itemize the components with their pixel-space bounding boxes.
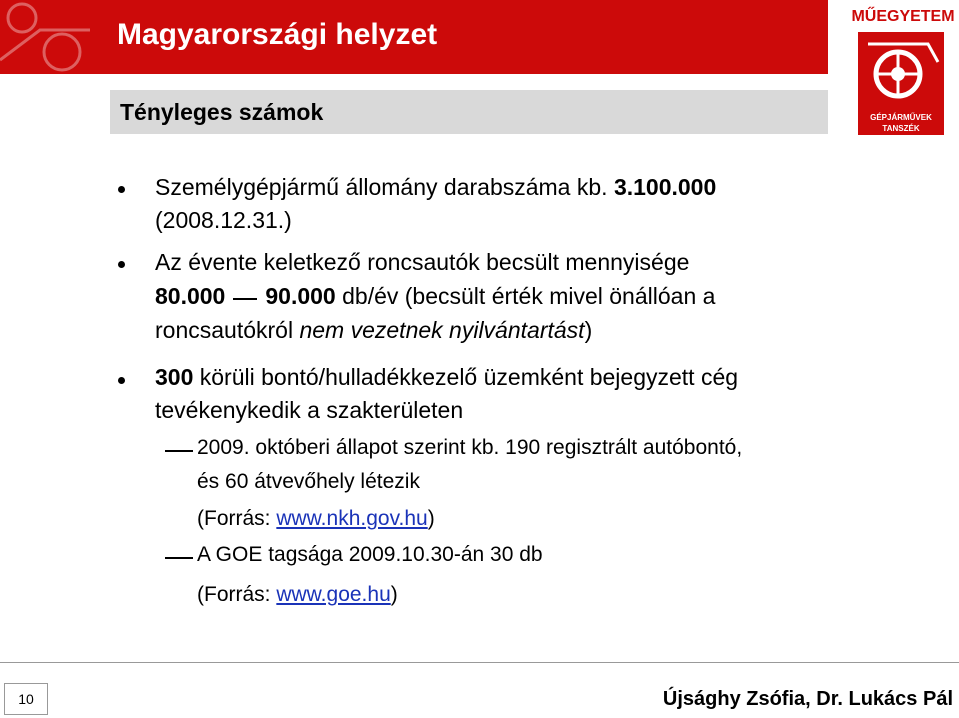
bullet-marker-icon	[118, 377, 125, 384]
bullet-1-line-2	[155, 207, 292, 234]
bullet-text: Személygépjármű állomány darabszáma kb.	[155, 174, 614, 200]
source-suffix: )	[390, 583, 398, 606]
subbullet-1-line-2: és 60 átvevőhely létezik	[197, 470, 420, 493]
source-prefix: (Forrás:	[197, 583, 277, 606]
source-link-goe[interactable]: www.goe.hu	[276, 583, 391, 606]
bullet-text: körüli bontó/hulladékkezelő üzemként bejegyzett cég	[193, 364, 739, 390]
bullet-3-line-2	[155, 397, 463, 424]
source-prefix: (Forrás:	[197, 507, 277, 530]
bullet-text: )	[584, 317, 593, 343]
bullet-bold-value: 300	[155, 364, 194, 390]
footer-author: Újsághy Zsófia, Dr. Lukács Pál	[662, 688, 953, 710]
logo-bottom-text: GÉPJÁRMŰVEK TANSZÉK	[858, 112, 944, 135]
subbullet-2-source	[197, 583, 398, 607]
bullet-text: db/év (becsült érték mivel önállóan a	[335, 283, 716, 309]
footer-divider	[0, 662, 959, 663]
bullet-2-line-2	[155, 283, 715, 310]
dash-marker-icon	[165, 450, 193, 452]
bullet-text: roncsautókról	[155, 317, 300, 343]
bullet-text: tevékenykedik a szakterületen	[155, 397, 464, 423]
bullet-marker-icon	[118, 186, 125, 193]
page-number: 10	[4, 683, 48, 715]
bullet-text: Az évente keletkező roncsautók becsült mennyisége	[155, 249, 690, 275]
bullet-text: (2008.12.31.)	[155, 207, 292, 233]
bullet-2-line-3	[155, 317, 592, 344]
subtitle: Tényleges számok	[120, 99, 324, 125]
source-link-nkh[interactable]: www.nkh.gov.hu	[276, 507, 428, 530]
range-end: 90.000	[265, 283, 336, 309]
subbullet-1-line-1: 2009. októberi állapot szerint kb. 190 regisztrált autóbontó,	[197, 436, 743, 459]
subbullet-1-source	[197, 507, 435, 531]
range-start: 80.000	[155, 283, 226, 309]
logo-top-text: MŰEGYETEM	[851, 8, 955, 25]
page-title: Magyarországi helyzet	[117, 18, 438, 51]
bullet-italic-text: nem vezetnek nyilvántartást	[299, 317, 585, 343]
source-suffix: )	[427, 507, 435, 530]
bullet-2-line-1	[155, 249, 689, 276]
subbullet-2-line-1: A GOE tagsága 2009.10.30-án 30 db	[197, 543, 543, 566]
dash-marker-icon	[165, 557, 193, 559]
bullet-bold-value: 3.100.000	[613, 174, 717, 200]
bullet-3-line-1	[155, 364, 738, 391]
bullet-marker-icon	[118, 261, 125, 268]
bullet-1-line-1	[155, 174, 716, 201]
